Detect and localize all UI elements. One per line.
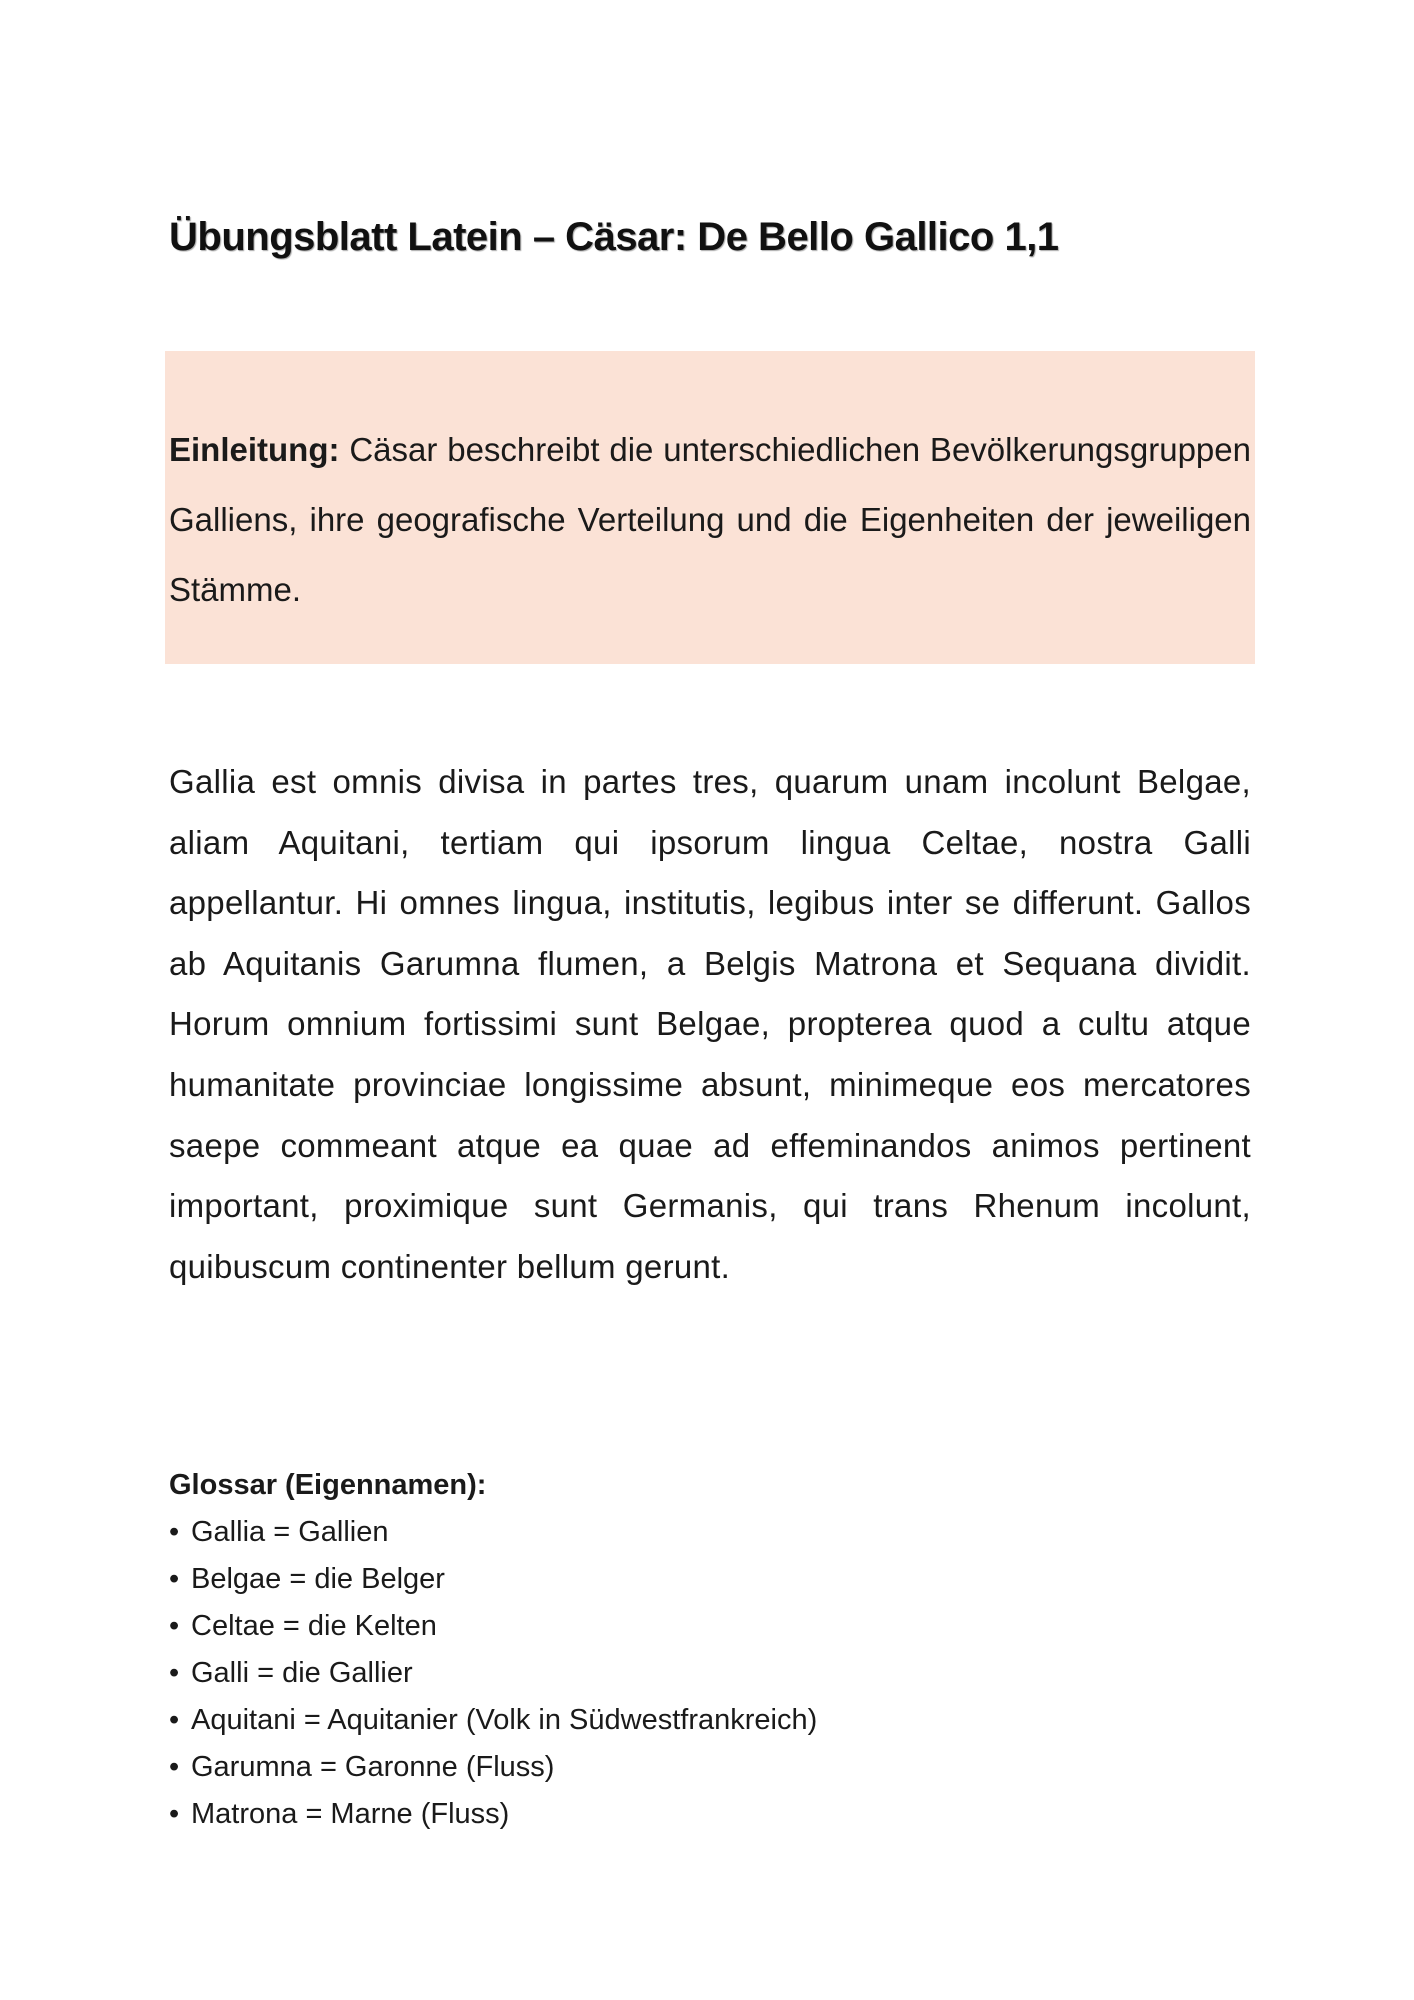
page-title: Übungsblatt Latein – Cäsar: De Bello Gallico 1,1 — [169, 215, 1059, 259]
latin-text: Gallia est omnis divisa in partes tres, quarum unam incolunt Belgae, aliam Aquitani, tertiam qui ipsorum lingua Celtae, nostra Galli appellantur. Hi omnes lingua, institutis, legibus inter se differunt. Gallos ab Aquitanis Garumna flumen, a Belgis Matrona et Sequana dividit. Horum omnium fortissimi sunt Belgae, propterea quod a cultu atque humanitate provinciae longissime absunt, minimeque eos mercatores saepe commeant atque ea quae ad effeminandos animos pertinent important, proximique sunt Germanis, qui trans Rhenum incolunt, quibuscum continenter bellum gerunt. — [169, 763, 1251, 1285]
intro-paragraph — [169, 415, 1251, 625]
glossary-item — [169, 1697, 1251, 1744]
glossary-item-text: Matrona = Marne (Fluss) — [191, 1798, 510, 1830]
glossary-item-text: Garumna = Garonne (Fluss) — [191, 1751, 555, 1783]
glossary-title: Glossar (Eigennamen): — [169, 1469, 487, 1501]
glossary-item — [169, 1556, 1251, 1603]
bullet-icon: • — [169, 1798, 180, 1830]
bullet-icon: • — [169, 1610, 180, 1642]
glossary-item — [169, 1791, 1251, 1838]
glossary-item — [169, 1744, 1251, 1791]
glossary-item — [169, 1603, 1251, 1650]
glossary-item-text: Aquitani = Aquitanier (Volk in Südwestfrankreich) — [191, 1704, 818, 1736]
glossary-item-text: Gallia = Gallien — [191, 1516, 389, 1548]
intro-box — [165, 351, 1255, 664]
bullet-icon: • — [169, 1704, 180, 1736]
bullet-icon: • — [169, 1563, 180, 1595]
glossary-item — [169, 1509, 1251, 1556]
glossary — [169, 1462, 1251, 1838]
intro-label: Einleitung: — [169, 431, 340, 468]
bullet-icon: • — [169, 1751, 180, 1783]
glossary-item — [169, 1650, 1251, 1697]
glossary-item-text: Belgae = die Belger — [191, 1563, 445, 1595]
bullet-icon: • — [169, 1516, 180, 1548]
intro-text: Cäsar beschreibt die unterschiedlichen Bevölkerungsgruppen Galliens, ihre geografische Verteilung und die Eigenheiten der jeweiligen Stämme. — [169, 431, 1251, 608]
glossary-list — [169, 1509, 1251, 1838]
glossary-item-text: Celtae = die Kelten — [191, 1610, 437, 1642]
bullet-icon: • — [169, 1657, 180, 1689]
glossary-item-text: Galli = die Gallier — [191, 1657, 413, 1689]
